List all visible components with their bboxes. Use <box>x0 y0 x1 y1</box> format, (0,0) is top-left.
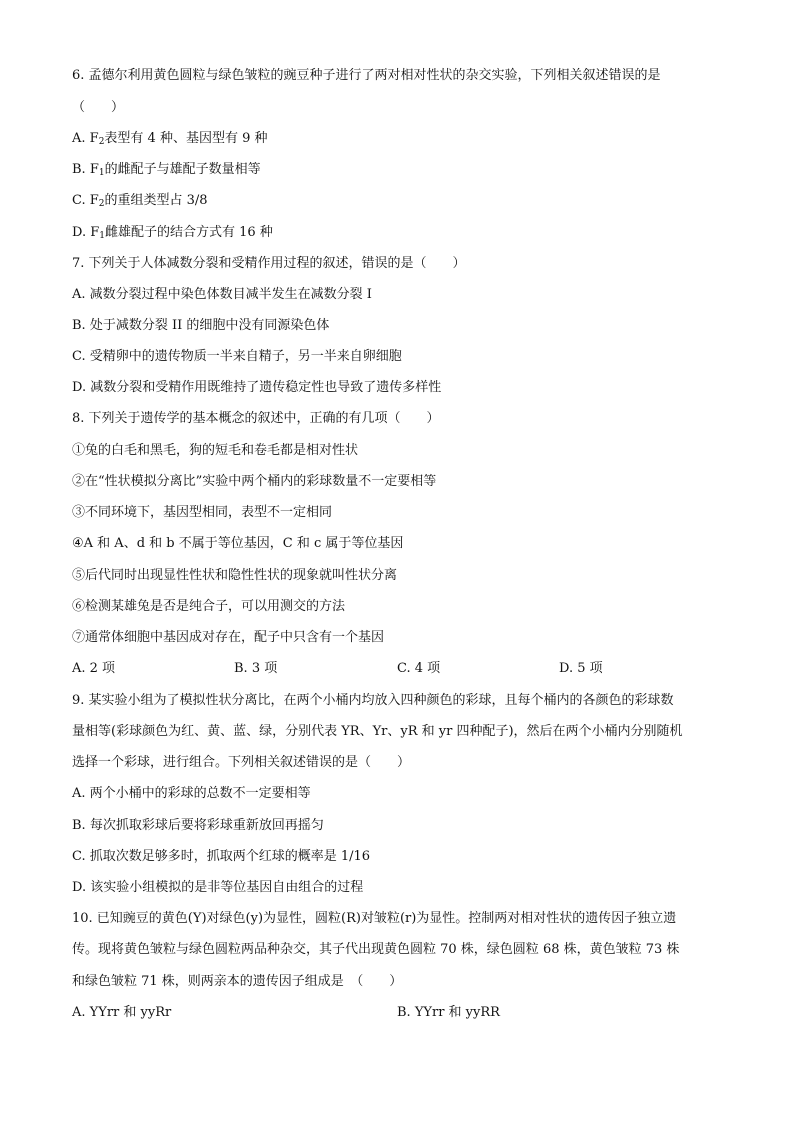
q9-option-a: A. 两个小桶中的彩球的总数不一定要相等 <box>72 786 311 801</box>
q8-statement-6: ⑥检测某雄兔是否是纯合子，可以用测交的方法 <box>72 599 346 614</box>
q8-option-d: D. 5 项 <box>559 661 603 676</box>
q8-stem: 8. 下列关于遗传学的基本概念的叙述中，正确的有几项（ ） <box>72 411 440 426</box>
q9-stem-line-2: 量相等(彩球颜色为红、黄、蓝、绿，分别代表 YR、Yr、yR 和 yr 四种配子)，然后在两个小桶内分别随机 <box>72 724 683 739</box>
q9-option-c: C. 抓取次数足够多时，抓取两个红球的概率是 1/16 <box>72 849 371 864</box>
q10-stem-line-3: 和绿色皱粒 71 株，则两亲本的遗传因子组成是 （ ） <box>72 974 403 989</box>
q8-option-a: A. 2 项 <box>72 661 116 676</box>
q8-option-c: C. 4 项 <box>397 661 441 676</box>
q9-option-d: D. 该实验小组模拟的是非等位基因自由组合的过程 <box>72 880 364 895</box>
q8-statement-1: ①兔的白毛和黑毛，狗的短毛和卷毛都是相对性状 <box>72 443 359 458</box>
q6-option-d: D. $F_1$雌雄配子的结合方式有 16 种 <box>72 225 273 241</box>
q6-option-c: C. $F_2$的重组类型占 3/8 <box>72 193 208 209</box>
q7-option-a: A. 减数分裂过程中染色体数目减半发生在减数分裂 I <box>72 287 372 302</box>
q10-option-a: A. YYrr 和 yyRr <box>72 1005 172 1020</box>
q6-stem-line-2: （ ） <box>72 100 125 115</box>
q8-statement-4: ④A 和 A、d 和 b 不属于等位基因，C 和 c 属于等位基因 <box>72 536 404 551</box>
q8-statement-2: ②在“性状模拟分离比”实验中两个桶内的彩球数量不一定要相等 <box>72 474 437 489</box>
q8-statement-5: ⑤后代同时出现显性性状和隐性性状的现象就叫性状分离 <box>72 568 398 583</box>
q8-statement-7: ⑦通常体细胞中基因成对存在，配子中只含有一个基因 <box>72 630 385 645</box>
q8-statement-3: ③不同环境下，基因型相同，表型不一定相同 <box>72 505 333 520</box>
q10-stem-line-1: 10. 已知豌豆的黄色(Y)对绿色(y)为显性，圆粒(R)对皱粒(r)为显性。控制两对相对性状的遗传因子独立遗 <box>72 911 677 926</box>
q7-stem: 7. 下列关于人体减数分裂和受精作用过程的叙述，错误的是（ ） <box>72 256 466 271</box>
q7-option-b: B. 处于减数分裂 II 的细胞中没有同源染色体 <box>72 318 330 333</box>
q9-stem-line-1: 9. 某实验小组为了模拟性状分离比，在两个小桶内均放入四种颜色的彩球，且每个桶内的各颜色的彩球数 <box>72 693 674 708</box>
q8-option-b: B. 3 项 <box>234 661 278 676</box>
q7-option-c: C. 受精卵中的遗传物质一半来自精子，另一半来自卵细胞 <box>72 349 402 364</box>
q6-option-b: B. $F_1$的雌配子与雄配子数量相等 <box>72 162 261 178</box>
q10-stem-line-2: 传。现将黄色皱粒与绿色圆粒两品种杂交，其子代出现黄色圆粒 70 株，绿色圆粒 68 株，黄色皱粒 73 株 <box>72 942 680 957</box>
q6-stem-line-1: 6. 孟德尔利用黄色圆粒与绿色皱粒的豌豆种子进行了两对相对性状的杂交实验，下列相关叙述错误的是 <box>72 68 661 83</box>
q9-stem-line-3: 选择一个彩球，进行组合。下列相关叙述错误的是（ ） <box>72 755 411 770</box>
q10-option-b: B. YYrr 和 yyRR <box>397 1005 500 1020</box>
q7-option-d: D. 减数分裂和受精作用既维持了遗传稳定性也导致了遗传多样性 <box>72 380 442 395</box>
q6-option-a: A. $F_2$表型有 4 种、基因型有 9 种 <box>72 131 268 147</box>
q9-option-b: B. 每次抓取彩球后要将彩球重新放回再摇匀 <box>72 818 324 833</box>
